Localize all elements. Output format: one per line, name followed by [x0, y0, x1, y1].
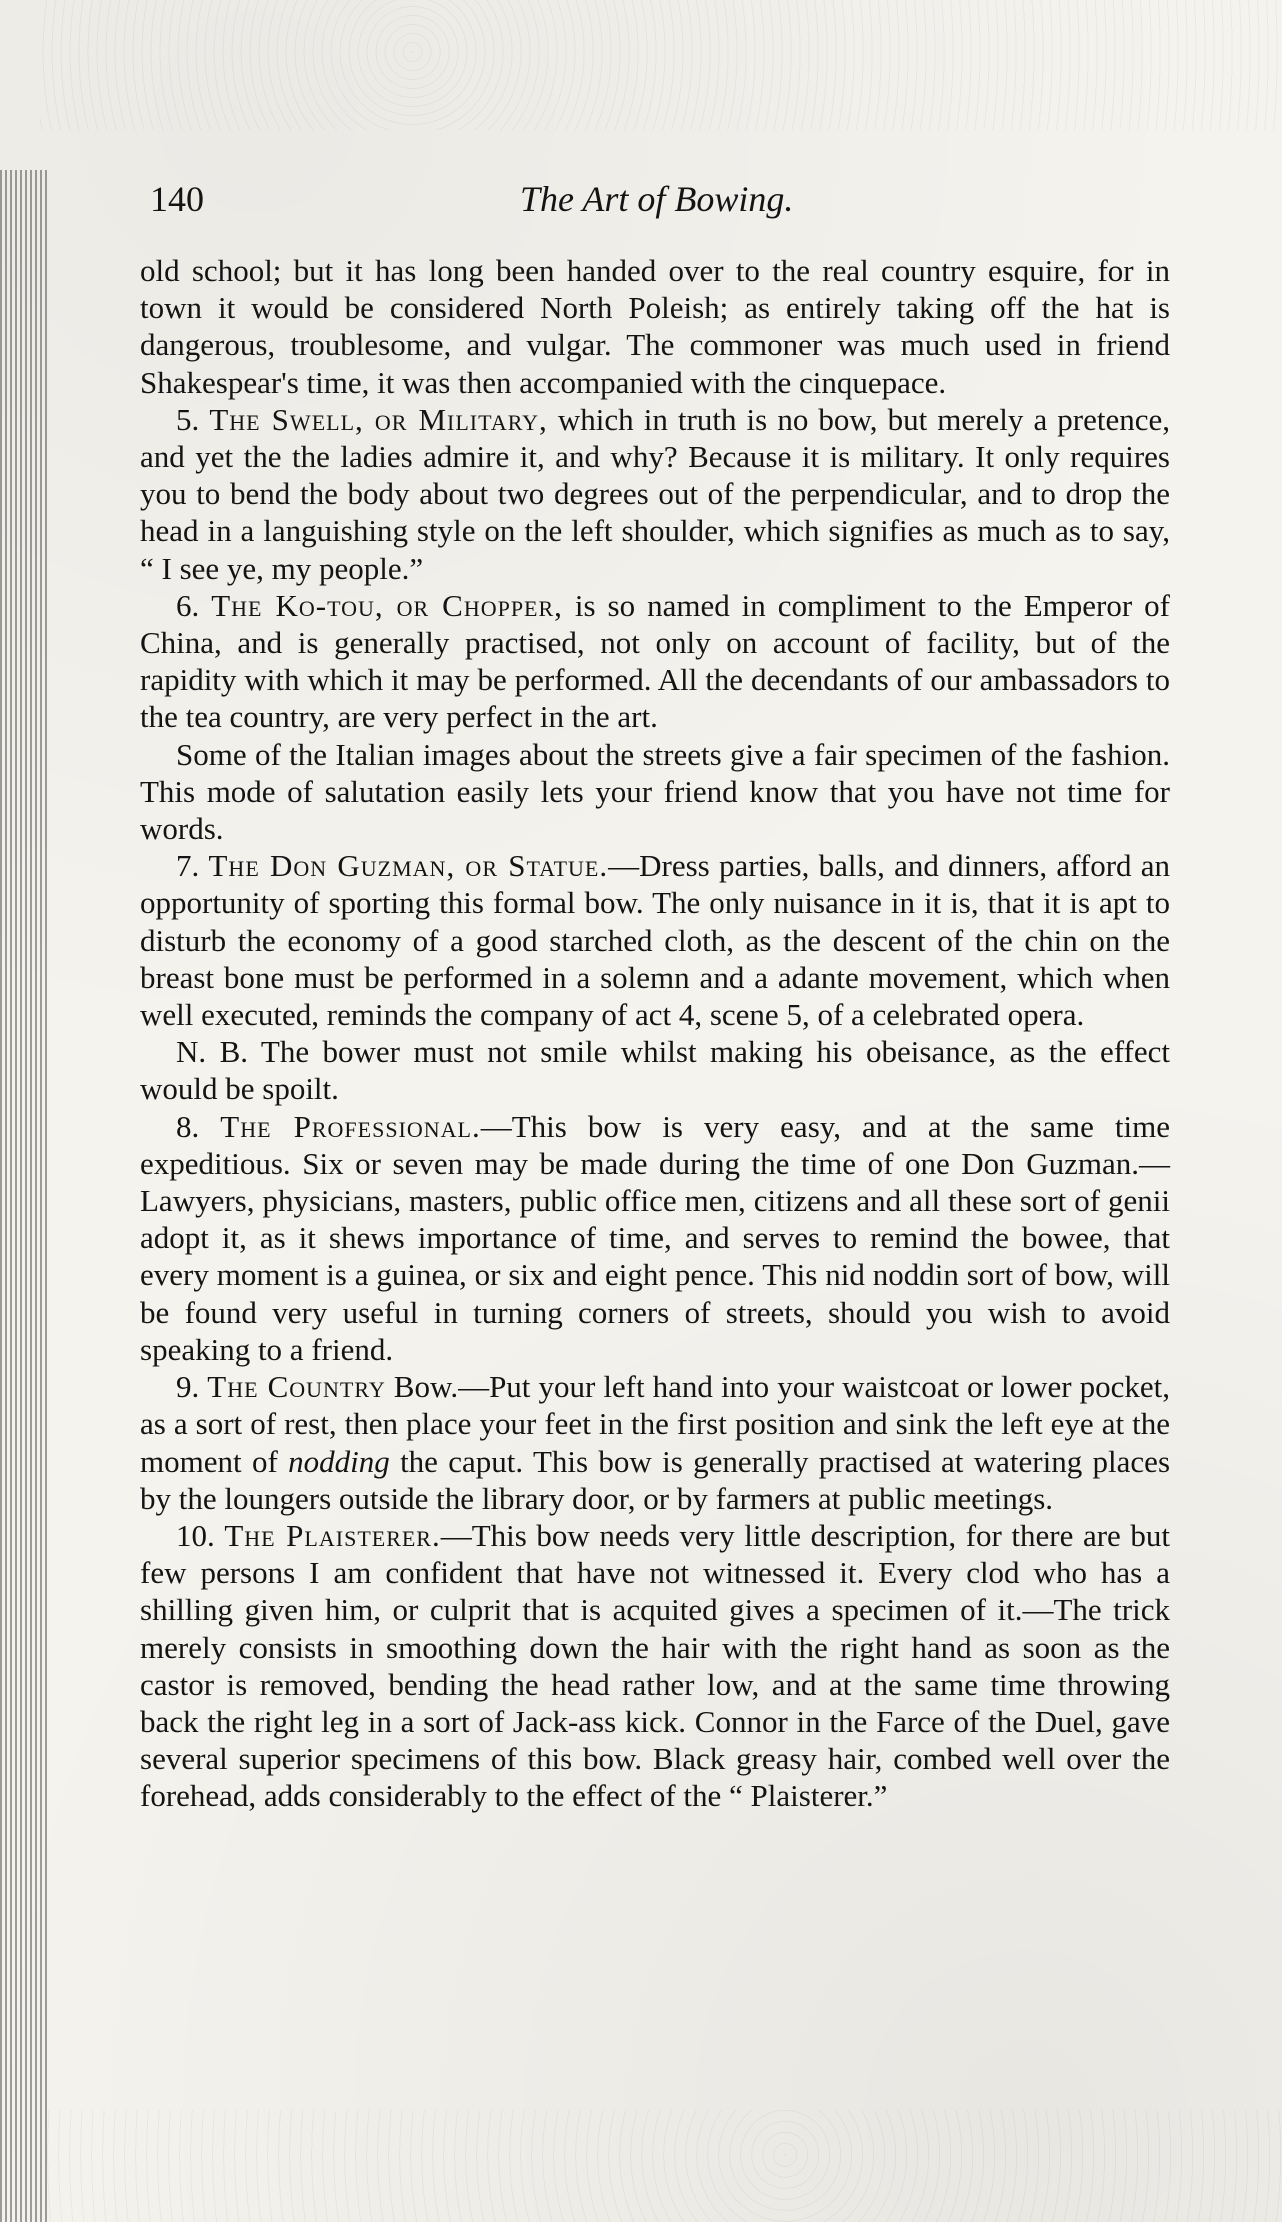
paragraph-7-don-guzman: [140, 847, 1170, 1033]
item-text-italic: nodding: [288, 1443, 390, 1479]
item-title: The Country: [207, 1369, 386, 1405]
item-text: —This bow is very easy, and at the same time expeditious. Six or seven may be made during the time of one Don Guzman.—Lawyers, physicians, masters, public office men, citizens and all these sort of genii adopt it, as it shews importance of time, and serves to remind the bowee, that every moment is a guinea, or six and eight pence. This nid noddin sort of bow, will be found very useful in turning corners of streets, should you wish to avoid speaking to a friend.: [140, 1108, 1171, 1367]
item-text: —This bow needs very little description, for there are but few persons I am confident that have not witnessed it. Every clod who has a shilling given him, or culprit that is acquited gives a specimen of it.—The trick merely consists in smoothing down the hair with the right hand as soon as the castor is removed, bending the head rather low, and at the same time throwing back the right leg in a sort of Jack-ass kick. Connor in the Farce of the Duel, gave several superior specimens of this bow. Black greasy hair, combed well over the forehead, adds considerably to the effect of the “ Plaisterer.”: [140, 1517, 1171, 1814]
book-binding-edge: [0, 170, 50, 2222]
item-text: which in truth is no bow, but merely a pretence, and yet the the ladies admire it, and why? Because it is military. It only requires you to bend the body about two degrees out of the perpendicular, and to drop the head in a languishing style on the left shoulder, which signifies as much as to say, “ I see ye, my people.”: [140, 401, 1171, 586]
paragraph-8-professional: [140, 1108, 1170, 1368]
paragraph-6-ko-tou: [140, 587, 1170, 736]
paragraph-text: Some of the Italian images about the streets give a fair specimen of the fashion. This mode of salutation easily lets your friend know that you have not time for words.: [140, 736, 1170, 847]
paragraph-5-swell: [140, 401, 1170, 587]
item-title: The Ko-tou, or Chopper,: [211, 587, 563, 623]
scan-noise-top: [40, 0, 1282, 130]
item-number: 10.: [176, 1517, 215, 1553]
paragraph-6-continued: [140, 736, 1170, 848]
scan-noise-bottom: [40, 2110, 1282, 2222]
item-text: Bow.—Put your left hand into your waistcoat or lower pocket, as a sort of rest, then place your feet in the first position and sink the left eye at the moment of: [140, 1369, 1171, 1479]
paragraph-intro: [140, 252, 1170, 401]
item-number: 6.: [176, 587, 200, 623]
page-body: [140, 252, 1170, 1815]
item-number: 7.: [176, 848, 200, 884]
paragraph-7-note: [140, 1033, 1170, 1107]
item-number: 5.: [176, 401, 200, 437]
item-title: The Plaisterer.: [224, 1517, 441, 1553]
running-title: The Art of Bowing.: [520, 179, 794, 219]
item-text: is so named in compliment to the Emperor of China, and is generally practised, not only on account of facility, but of the rapidity with which it may be performed. All the decendants of our ambassadors to the tea country, are very perfect in the art.: [140, 587, 1170, 735]
item-text: the caput. This bow is generally practised at watering places by the loungers outside the library door, or by farmers at public meetings.: [140, 1443, 1171, 1516]
item-number: 8.: [176, 1108, 200, 1144]
running-header: [150, 178, 1170, 228]
item-title: The Don Guzman, or Statue.: [208, 848, 609, 884]
paragraph-intro-text: old school; but it has long been handed over to the real country esquire, for in town it would be considered North Poleish; as entirely taking off the hat is dangerous, troublesome, and vulgar. The commoner was much used in friend Shakespear's time, it was then accompanied with the cinquepace.: [140, 253, 1170, 400]
item-number: 9.: [176, 1369, 200, 1405]
page-number: 140: [150, 179, 204, 219]
item-title: The Professional.: [220, 1108, 481, 1144]
item-text: —Dress parties, balls, and dinners, afford an opportunity of sporting this formal bow. The only nuisance in it is, that it is apt to disturb the economy of a good starched cloth, as the descent of the chin on the breast bone must be performed in a solemn and a adante movement, which when well executed, reminds the company of act 4, scene 5, of a celebrated opera.: [140, 848, 1171, 1033]
paragraph-9-country-bow: [140, 1368, 1170, 1517]
note-text: N. B. The bower must not smile whilst making his obeisance, as the effect would be spoilt.: [140, 1034, 1170, 1107]
paragraph-10-plaisterer: [140, 1517, 1170, 1815]
item-title: The Swell, or Military,: [209, 401, 548, 437]
